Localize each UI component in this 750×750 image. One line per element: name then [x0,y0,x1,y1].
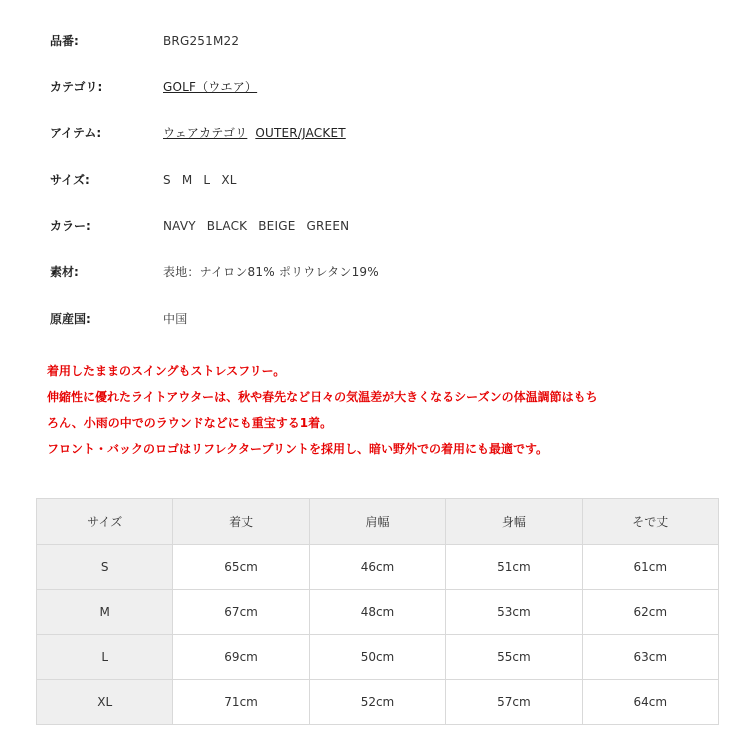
size-option: S [163,173,171,187]
spec-row-category [50,77,261,97]
length-cell: 71cm [173,680,309,725]
sleeve-cell: 63cm [582,635,718,680]
spec-label-item: アイテム: [50,126,102,140]
spec-value-sizes [163,170,244,190]
shoulder-cell: 52cm [309,680,445,725]
header-sleeve: そで丈 [582,499,718,545]
spec-row-colors [50,216,356,236]
spec-label-colors: カラー: [50,219,91,233]
color-option: BLACK [206,219,248,233]
category-golf-wear-link[interactable]: GOLF（ウエア） [163,80,258,94]
spec-label-material: 素材: [50,265,79,279]
sleeve-cell: 62cm [582,590,718,635]
size-option: L [203,173,211,187]
size-option: M [181,173,193,187]
length-cell: 67cm [173,590,309,635]
sleeve-cell: 64cm [582,680,718,725]
header-length: 着丈 [173,499,309,545]
sleeve-cell: 61cm [582,545,718,590]
spec-value-origin: 中国 [163,312,188,326]
chest-cell: 55cm [446,635,582,680]
description-line: ろん、小雨の中でのラウンドなどにも重宝する1着。 [47,416,333,430]
table-row [37,590,719,635]
spec-row-origin [50,309,187,329]
size-cell: L [37,635,173,680]
description-line: 着用したままのスイングもストレスフリー。 [47,364,286,378]
spec-value-item-no: BRG251M22 [163,34,240,48]
wear-category-link[interactable]: ウェアカテゴリ [163,126,248,140]
table-row [37,545,719,590]
description-line: 伸縮性に優れたライトアウターは、秋や春先など日々の気温差が大きくなるシーズンの体温調節はもち [47,390,598,404]
shoulder-cell: 48cm [309,590,445,635]
shoulder-cell: 46cm [309,545,445,590]
spec-row-item-no [50,31,239,51]
spec-value-material: 表地：ナイロン81% ポリウレタン19% [163,265,379,279]
spec-value-category [163,77,261,97]
spec-label-sizes: サイズ: [50,173,90,187]
spec-row-sizes [50,170,244,190]
color-option: BEIGE [258,219,296,233]
spec-value-item [163,123,350,143]
header-chest: 身幅 [446,499,582,545]
size-chart-header-row [37,499,719,545]
color-option: NAVY [163,219,196,233]
header-size: サイズ [37,499,173,545]
spec-value-colors [163,216,356,236]
spec-label-item-no: 品番: [50,34,79,48]
length-cell: 69cm [173,635,309,680]
product-description [47,358,707,462]
shoulder-cell: 50cm [309,635,445,680]
table-row [37,680,719,725]
color-option: GREEN [306,219,350,233]
spec-label-origin: 原産国: [50,312,91,326]
chest-cell: 53cm [446,590,582,635]
outer-jacket-link[interactable]: OUTER/JACKET [255,126,346,140]
spec-label-category: カテゴリ: [50,80,103,94]
spec-row-material [50,262,379,282]
length-cell: 65cm [173,545,309,590]
table-row [37,635,719,680]
spec-row-item [50,123,350,143]
size-chart-table [36,498,719,725]
description-line: フロント・バックのロゴはリフレクタープリントを採用し、暗い野外での着用にも最適です。 [47,442,549,456]
chest-cell: 57cm [446,680,582,725]
header-shoulder: 肩幅 [309,499,445,545]
size-option: XL [221,173,237,187]
chest-cell: 51cm [446,545,582,590]
size-cell: M [37,590,173,635]
size-cell: S [37,545,173,590]
size-cell: XL [37,680,173,725]
